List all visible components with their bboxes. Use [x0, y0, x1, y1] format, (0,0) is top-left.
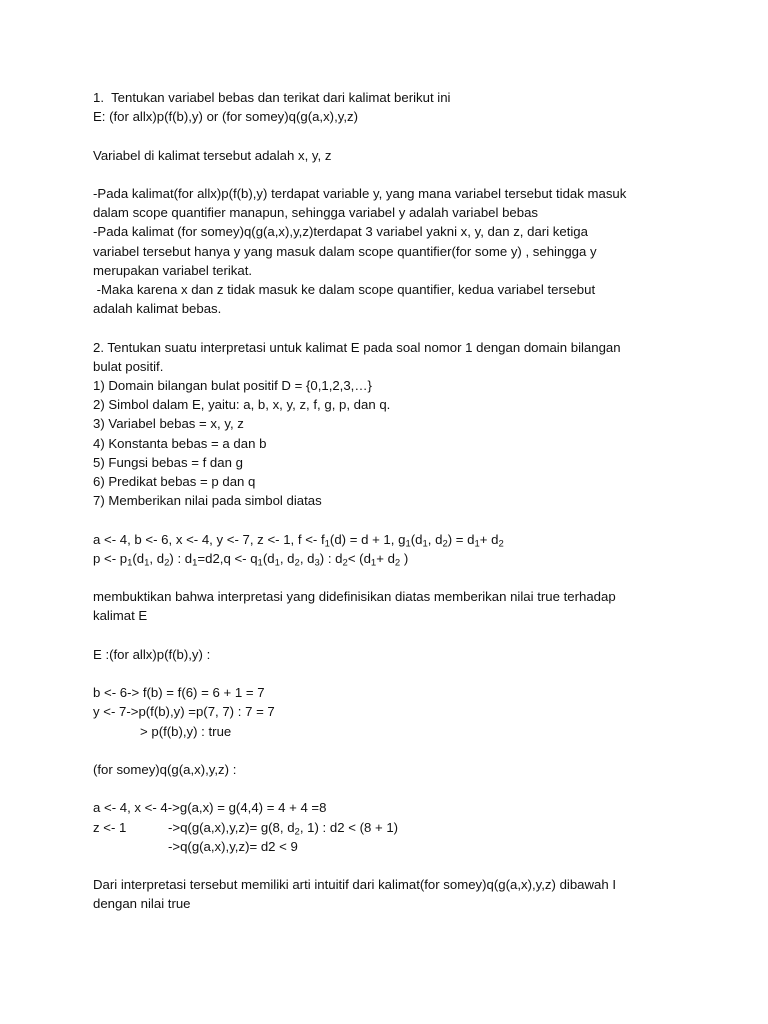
paragraph-bound-variable-line-1: -Pada kalimat (for somey)q(g(a,x),y,z)terdapat 3 variabel yakni x, y, dan z, dari ketiga [93, 224, 588, 240]
paragraph-free-variable-line-2: dalam scope quantifier manapun, sehingga variabel y adalah variabel bebas [93, 205, 539, 221]
list-item: 2) Simbol dalam E, yaitu: a, b, x, y, z, f, g, p, dan q. [93, 397, 391, 413]
conclusion-line-2: dengan nilai true [93, 896, 191, 912]
proof-intro-line-1: membuktikan bahwa interpretasi yang didefinisikan diatas memberikan nilai true terhadap [93, 589, 616, 605]
proof-z-step-2: ->q(g(a,x),y,z)= d2 < 9 [168, 838, 298, 854]
paragraph-conclusion-line-2: adalah kalimat bebas. [93, 301, 222, 317]
proof-y-step: y <- 7->p(f(b),y) =p(7, 7) : 7 = 7 [93, 704, 275, 720]
question-2-title-line-2: bulat positif. [93, 358, 164, 374]
assignment-line-1: a <- 4, b <- 6, x <- 4, y <- 7, z <- 1, $f <- f_1(d) = d + 1$, $g_1(d_1$, $d_2) = d_1+ d_2$ [93, 531, 504, 549]
proof-b-step: b <- 6-> f(b) = f(6) = 6 + 1 = 7 [93, 685, 265, 701]
conclusion-line-1: Dari interpretasi tersebut memiliki arti intuitif dari kalimat(for somey)q(g(a,x),y,z) dibawah I [93, 877, 617, 893]
list-item: 3) Variabel bebas = x, y, z [93, 416, 244, 432]
proof-z-step: z <- 1 ->q(g(a,x),y,z)= g(8, $d_2$, 1) : d2 < (8 + 1) [93, 819, 399, 837]
proof-true-result: > p(f(b),y) : true [140, 723, 232, 739]
proof-intro-line-2: kalimat E [93, 608, 148, 624]
variables-statement: Variabel di kalimat tersebut adalah x, y, z [93, 147, 332, 163]
document-body [93, 88, 693, 914]
expression-e: E: (for allx)p(f(b),y) or (for somey)q(g(a,x),y,z) [93, 109, 358, 125]
proof-some-heading: (for somey)q(g(a,x),y,z) : [93, 761, 237, 777]
list-item: 6) Predikat bebas = p dan q [93, 474, 256, 490]
list-item: 4) Konstanta bebas = a dan b [93, 435, 267, 451]
proof-ax-step: a <- 4, x <- 4->g(a,x) = g(4,4) = 4 + 4 =8 [93, 800, 327, 816]
list-item: 5) Fungsi bebas = f dan g [93, 454, 243, 470]
assignment-line-2: $p <- p_1(d_1$, $d_2$) : $d_1=d2,q <- q_1(d_1$, $d_2$, $d_3$) : $d_2< (d_1+ d_2$ ) [93, 550, 409, 569]
paragraph-bound-variable-line-2: variabel tersebut hanya y yang masuk dalam scope quantifier(for some y) , sehingga y [93, 243, 597, 259]
paragraph-free-variable-line-1: -Pada kalimat(for allx)p(f(b),y) terdapat variable y, yang mana variabel tersebut tidak masuk [93, 185, 627, 201]
question-1-title: 1. Tentukan variabel bebas dan terikat dari kalimat berikut ini [93, 90, 451, 105]
paragraph-conclusion-line-1: -Maka karena x dan z tidak masuk ke dalam scope quantifier, kedua variabel tersebut [93, 282, 596, 297]
list-item: 7) Memberikan nilai pada simbol diatas [93, 493, 322, 509]
proof-e-heading: E :(for allx)p(f(b),y) : [93, 646, 211, 662]
question-2-title-line-1: 2. Tentukan suatu interpretasi untuk kalimat E pada soal nomor 1 dengan domain bilangan [93, 339, 621, 355]
paragraph-bound-variable-line-3: merupakan variabel terikat. [93, 262, 253, 278]
list-item: 1) Domain bilangan bulat positif D = {0,1,2,3,…} [93, 378, 372, 393]
